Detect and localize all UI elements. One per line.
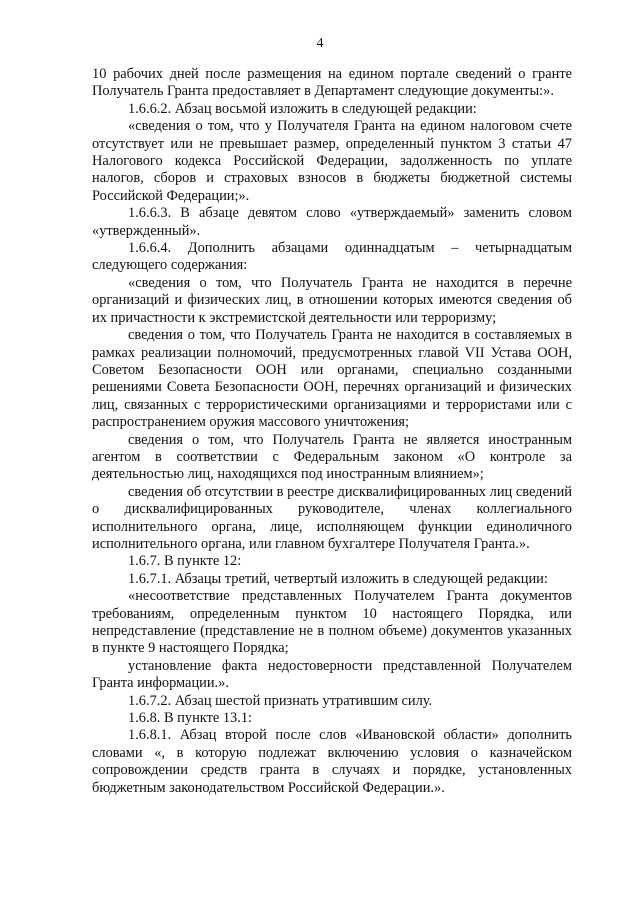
paragraph: «сведения о том, что Получатель Гранта не находится в перечне организаций и физических лиц, в отношении которых имеются сведения об их причастности к экстремистской деятельности или терроризму; [92, 274, 572, 326]
paragraph: 10 рабочих дней после размещения на едином портале сведений о гранте Получатель Гранта предоставляет в Департамент следующие документы:». [92, 66, 572, 100]
paragraph: сведения о том, что Получатель Гранта не находится в составляемых в рамках реализации полномочий, предусмотренных главой VII Устава ООН, Советом Безопасности ООН или органами, специально созданными решениями Совета Безопасности ООН, перечнях организаций и физических лиц, связанных с террористическими организациями и террористами или с распространением оружия массового уничтожения; [92, 327, 572, 431]
paragraph: 1.6.6.3. В абзаце девятом слово «утверждаемый» заменить словом «утвержденный». [92, 205, 572, 239]
paragraph: 1.6.7.1. Абзацы третий, четвертый изложить в следующей редакции: [128, 570, 548, 587]
paragraph: «сведения о том, что у Получателя Гранта на едином налоговом счете отсутствует или не превышает размер, определенный пунктом 3 статьи 47 Налогового кодекса Российской Федерации, задолженность по уплате налогов, сборов и страховых взносов в бюджеты бюджетной системы Российской Федерации;». [92, 118, 572, 204]
paragraph: 1.6.8. В пункте 13.1: [128, 710, 253, 727]
paragraph: 1.6.8.1. Абзац второй после слов «Ивановской области» дополнить словами «, в которую подлежат включению условия о казначейском сопровождении средств гранта в случаях и порядке, установленных бюджетным законодательством Российской Федерации.». [92, 727, 572, 796]
paragraph: 1.6.6.4. Дополнить абзацами одиннадцатым – четырнадцатым следующего содержания: [92, 240, 572, 274]
paragraph: установление факта недостоверности представленной Получателем Гранта информации.». [92, 657, 572, 692]
paragraph: сведения о том, что Получатель Гранта не является иностранным агентом в соответствии с Федеральным законом «О контроле за деятельностью лиц, находящихся под иностранным влиянием»; [92, 431, 572, 483]
document-body [92, 66, 572, 797]
paragraph: 1.6.7. В пункте 12: [128, 553, 242, 570]
paragraph: 1.6.6.2. Абзац восьмой изложить в следующей редакции: [128, 100, 477, 117]
page-number: 4 [316, 36, 324, 51]
paragraph: «несоответствие представленных Получателем Гранта документов требованиям, определенным пунктом 10 настоящего Порядка, или непредставление (представление не в полном объеме) документов указанных в пункте 9 настоящего Порядка; [92, 588, 572, 657]
paragraph: сведения об отсутствии в реестре дисквалифицированных лиц сведений о дисквалифицированных руководителе, членах коллегиального исполнительного органа, лице, исполняющем функции единоличного исполнительного органа, или главном бухгалтере Получателя Гранта.». [92, 483, 572, 552]
paragraph: 1.6.7.2. Абзац шестой признать утратившим силу. [128, 692, 433, 709]
